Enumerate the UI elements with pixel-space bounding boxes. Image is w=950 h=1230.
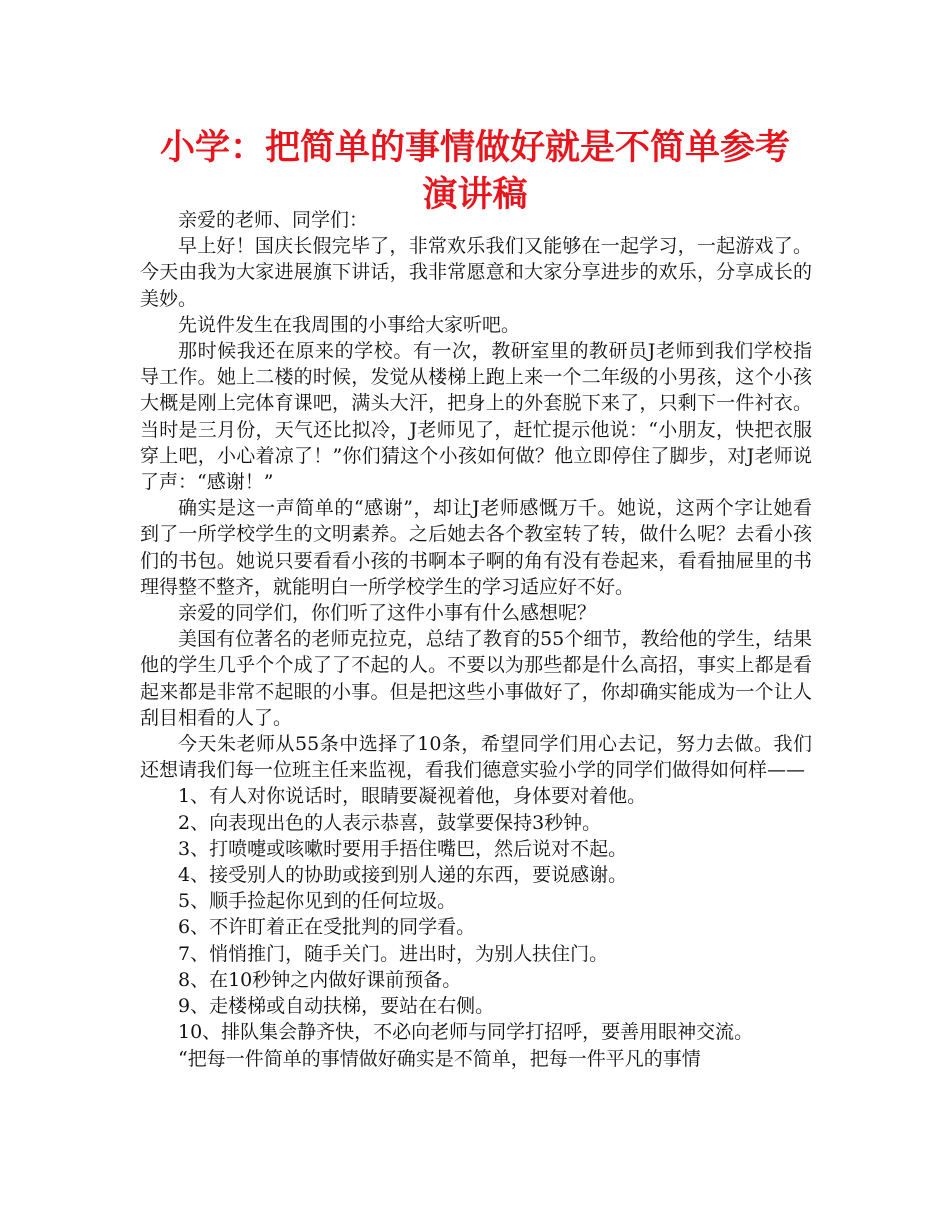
body-paragraph: 美国有位著名的老师克拉克，总结了教育的55个细节，教给他的学生，结果他的学生几乎个个成了了不起的人。不要以为那些都是什么高招，事实上都是看起来都是非常不起眼的小事。但是把这些小事做好了，你却确实能成为一个让人刮目相看的人了。 (140, 628, 812, 729)
document-title-line-1: 小学：把简单的事情做好就是不简单参考 (159, 128, 790, 168)
body-paragraph: 早上好！国庆长假完毕了，非常欢乐我们又能够在一起学习，一起游戏了。今天由我为大家进展旗下讲话，我非常愿意和大家分享进步的欢乐，分享成长的美妙。 (140, 235, 812, 310)
body-paragraph: 确实是这一声简单的“感谢”，却让J老师感慨万千。她说，这两个字让她看到了一所学校学生的文明素养。之后她去各个教室转了转，做什么呢？去看小孩们的书包。她说只要看看小孩的书啊本子啊的角有没有卷起来，看看抽屉里的书理得整不整齐，就能明白一所学校学生的学习适应好不好。 (140, 497, 812, 598)
document-title-line-2: 演讲稿 (422, 175, 528, 215)
list-item: 3、打喷嚏或咳嗽时要用手捂住嘴巴，然后说对不起。 (178, 837, 628, 860)
greeting-paragraph: 亲爱的老师、同学们： (178, 209, 369, 231)
list-item: 7、悄悄推门，随手关门。进出时，为别人扶住门。 (178, 942, 609, 965)
document-body (140, 207, 812, 1072)
list-item: 8、在10秒钟之内做好课前预备。 (178, 968, 462, 991)
body-paragraph: 今天朱老师从55条中选择了10条，希望同学们用心去记，努力去做。我们还想请我们每一位班主任来监视，看我们德意实验小学的同学们做得如何样—— (140, 733, 812, 782)
body-paragraph: 亲爱的同学们，你们听了这件小事有什么感想呢？ (178, 602, 597, 625)
list-item: 5、顺手捡起你见到的任何垃圾。 (178, 890, 457, 913)
body-paragraph: 先说件发生在我周围的小事给大家听吧。 (178, 313, 521, 336)
list-item: 9、走楼梯或自动扶梯，要站在右侧。 (178, 995, 495, 1018)
list-item: 1、有人对你说话时，眼睛要凝视着他，身体要对着他。 (178, 785, 647, 808)
list-item: 10、排队集会静齐快，不必向老师与同学打招呼，要善用眼神交流。 (178, 1021, 754, 1044)
list-item: 2、向表现出色的人表示恭喜，鼓掌要保持3秒钟。 (178, 811, 602, 834)
closing-paragraph: “把每一件简单的事情做好确实是不简单，把每一件平凡的事情 (178, 1047, 701, 1070)
list-item: 4、接受别人的协助或接到别人递的东西，要说感谢。 (178, 864, 628, 887)
body-paragraph: 那时候我还在原来的学校。有一次，教研室里的教研员J老师到我们学校指导工作。她上二楼的时候，发觉从楼梯上跑上来一个二年级的小男孩，这个小孩大概是刚上完体育课吧，满头大汗，把身上的外套脱下来了，只剩下一件衬衣。当时是三月份，天气还比拟冷，J老师见了，赶忙提示他说：“小朋友，快把衣服穿上吧，小心着凉了！”你们猜这个小孩如何做？他立即停住了脚步，对J老师说了声：“感谢！” (140, 340, 812, 494)
list-item: 6、不许盯着正在受批判的同学看。 (178, 916, 476, 939)
